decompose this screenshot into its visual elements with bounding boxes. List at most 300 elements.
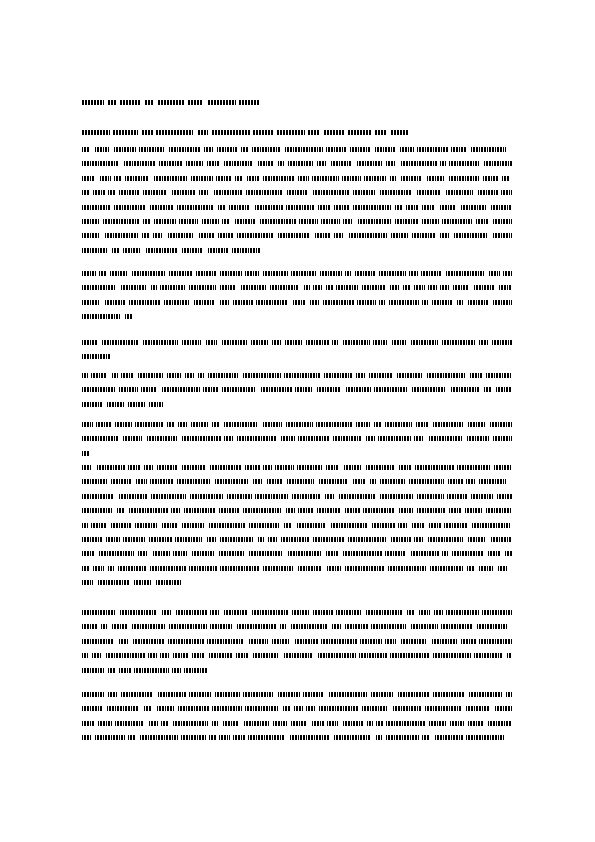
word <box>188 100 203 105</box>
text-line <box>82 267 512 281</box>
word <box>260 219 296 224</box>
word <box>212 706 242 711</box>
word <box>82 205 110 210</box>
word <box>457 465 491 470</box>
word <box>326 285 333 290</box>
text-line <box>82 533 512 547</box>
word <box>209 523 246 528</box>
word <box>398 692 430 697</box>
word <box>308 130 319 135</box>
word <box>366 610 402 615</box>
word <box>343 340 370 345</box>
word <box>263 566 293 571</box>
word <box>178 706 209 711</box>
word <box>169 147 200 152</box>
text-line <box>82 576 512 590</box>
word <box>479 340 489 345</box>
word <box>390 285 399 290</box>
word <box>467 436 489 441</box>
word <box>232 248 260 253</box>
word <box>507 653 512 658</box>
word <box>212 130 250 135</box>
word <box>325 494 334 499</box>
word <box>117 508 124 513</box>
word <box>82 130 110 135</box>
word <box>355 271 376 276</box>
word <box>411 340 438 345</box>
word <box>312 176 339 181</box>
word <box>503 271 512 276</box>
word <box>237 624 276 629</box>
word <box>267 479 282 484</box>
word <box>280 624 286 629</box>
word <box>476 219 489 224</box>
word <box>419 610 430 615</box>
word <box>345 508 360 513</box>
word <box>190 494 223 499</box>
word <box>327 566 341 571</box>
word <box>466 735 504 740</box>
word <box>101 624 107 629</box>
word <box>82 354 110 359</box>
word <box>369 373 392 378</box>
word <box>310 300 319 305</box>
word <box>82 508 112 513</box>
word <box>370 479 376 484</box>
word <box>182 340 201 345</box>
word <box>220 271 242 276</box>
word <box>175 537 202 542</box>
word <box>415 465 454 470</box>
word <box>82 219 99 224</box>
word <box>215 692 240 697</box>
word <box>414 285 425 290</box>
word <box>334 205 350 210</box>
word <box>412 233 436 238</box>
word <box>270 285 299 290</box>
word <box>417 190 441 195</box>
word <box>118 566 147 571</box>
paragraph <box>82 143 512 258</box>
word <box>287 190 308 195</box>
word <box>395 205 402 210</box>
word <box>236 653 248 658</box>
word <box>98 580 129 585</box>
word <box>141 387 157 392</box>
word <box>284 523 292 528</box>
word <box>395 219 419 224</box>
word <box>220 285 236 290</box>
word <box>256 300 288 305</box>
word <box>356 373 366 378</box>
word <box>82 639 114 644</box>
word <box>428 285 437 290</box>
word <box>252 147 281 152</box>
word <box>353 205 391 210</box>
text-line <box>82 432 512 446</box>
word <box>450 721 464 726</box>
word <box>317 387 341 392</box>
word <box>297 465 323 470</box>
word <box>112 248 120 253</box>
word <box>468 300 488 305</box>
text-line <box>82 172 512 186</box>
word <box>288 551 321 556</box>
word <box>272 340 281 345</box>
word <box>318 205 330 210</box>
word <box>367 721 373 726</box>
word <box>285 340 303 345</box>
word <box>343 219 353 224</box>
word <box>150 566 186 571</box>
word <box>298 176 309 181</box>
word <box>95 735 125 740</box>
word <box>241 147 248 152</box>
word <box>323 300 354 305</box>
word <box>412 387 446 392</box>
word <box>385 551 406 556</box>
word <box>148 653 157 658</box>
word <box>149 537 172 542</box>
word <box>235 176 243 181</box>
text-line <box>82 244 512 258</box>
word <box>119 387 138 392</box>
word <box>82 479 107 484</box>
word <box>461 639 476 644</box>
text-line <box>82 504 512 518</box>
word <box>169 624 207 629</box>
word <box>477 624 507 629</box>
word <box>495 706 512 711</box>
word <box>401 161 437 166</box>
word <box>474 653 503 658</box>
word <box>372 523 395 528</box>
word <box>429 721 447 726</box>
word <box>82 300 100 305</box>
word <box>164 300 190 305</box>
word <box>162 523 177 528</box>
word <box>326 551 339 556</box>
word <box>275 465 294 470</box>
word <box>440 233 450 238</box>
word <box>150 479 173 484</box>
word <box>243 373 281 378</box>
word <box>258 537 264 542</box>
word <box>82 285 116 290</box>
word <box>288 161 313 166</box>
word <box>209 735 216 740</box>
word <box>191 176 213 181</box>
word <box>233 735 245 740</box>
word <box>227 494 252 499</box>
word <box>331 161 352 166</box>
word <box>293 300 305 305</box>
word <box>291 624 327 629</box>
word <box>470 373 483 378</box>
word <box>207 537 216 542</box>
word <box>298 436 330 441</box>
word <box>432 639 458 644</box>
word <box>138 551 148 556</box>
word <box>482 610 512 615</box>
word <box>416 422 428 427</box>
word <box>199 190 209 195</box>
word <box>348 537 386 542</box>
word <box>451 147 466 152</box>
word <box>471 494 493 499</box>
word <box>252 610 288 615</box>
word <box>168 639 204 644</box>
word <box>290 735 329 740</box>
word <box>375 147 396 152</box>
text-line <box>82 649 512 663</box>
word <box>255 205 283 210</box>
word <box>207 161 220 166</box>
word <box>427 373 465 378</box>
word <box>299 219 318 224</box>
word <box>156 130 193 135</box>
word <box>158 100 184 105</box>
word <box>386 721 425 726</box>
word <box>134 580 151 585</box>
word <box>295 387 312 392</box>
word <box>82 147 90 152</box>
word <box>360 639 382 644</box>
word <box>442 551 448 556</box>
word <box>107 402 125 407</box>
word <box>179 219 198 224</box>
word <box>457 300 463 305</box>
word <box>333 436 361 441</box>
text-line <box>82 186 512 200</box>
word <box>110 271 127 276</box>
paragraph <box>82 418 512 461</box>
text-line <box>82 296 512 310</box>
word <box>120 100 141 105</box>
word <box>454 233 488 238</box>
word <box>210 610 220 615</box>
word <box>401 176 422 181</box>
word <box>345 271 351 276</box>
word <box>389 300 419 305</box>
word <box>364 176 386 181</box>
word <box>505 551 512 556</box>
word <box>278 233 310 238</box>
word <box>203 387 219 392</box>
word <box>177 479 210 484</box>
word <box>321 219 340 224</box>
word <box>159 161 183 166</box>
word <box>313 190 349 195</box>
word <box>434 610 443 615</box>
word <box>344 465 362 470</box>
word <box>273 721 287 726</box>
word <box>82 373 88 378</box>
word <box>440 161 446 166</box>
word <box>220 537 254 542</box>
word <box>353 190 375 195</box>
word <box>425 706 462 711</box>
word <box>223 721 239 726</box>
word <box>207 639 244 644</box>
word <box>173 653 189 658</box>
word <box>91 523 106 528</box>
word <box>313 610 333 615</box>
word <box>189 285 216 290</box>
word <box>497 494 512 499</box>
word <box>204 147 214 152</box>
word <box>278 692 300 697</box>
word <box>406 205 418 210</box>
word <box>291 721 307 726</box>
word <box>469 692 502 697</box>
word <box>442 340 476 345</box>
word <box>150 205 173 210</box>
word <box>441 624 473 629</box>
word <box>192 551 214 556</box>
word <box>379 300 385 305</box>
word <box>108 566 114 571</box>
text-line <box>82 606 512 620</box>
word <box>501 190 512 195</box>
word <box>390 176 396 181</box>
word <box>494 465 512 470</box>
word <box>99 271 106 276</box>
word <box>82 523 88 528</box>
word <box>492 340 512 345</box>
word <box>144 706 152 711</box>
word <box>119 668 131 673</box>
word <box>321 639 357 644</box>
word <box>466 479 476 484</box>
word <box>147 436 177 441</box>
word <box>446 271 484 276</box>
word <box>82 624 98 629</box>
word <box>331 523 368 528</box>
word <box>332 340 338 345</box>
word <box>219 735 230 740</box>
word <box>114 205 145 210</box>
word <box>380 479 405 484</box>
word <box>136 479 147 484</box>
word <box>493 233 512 238</box>
word <box>95 147 109 152</box>
text-line <box>82 96 512 110</box>
word <box>281 537 310 542</box>
word <box>128 402 146 407</box>
word <box>346 387 371 392</box>
word <box>142 130 153 135</box>
word <box>486 373 512 378</box>
word <box>198 130 208 135</box>
word <box>82 248 108 253</box>
word <box>422 219 439 224</box>
word <box>125 176 149 181</box>
word <box>474 285 495 290</box>
word <box>222 387 256 392</box>
word <box>357 161 382 166</box>
word <box>112 373 118 378</box>
word <box>435 735 463 740</box>
word <box>115 422 132 427</box>
word <box>448 479 463 484</box>
word <box>98 721 112 726</box>
word <box>133 639 165 644</box>
word <box>373 340 387 345</box>
word <box>287 479 314 484</box>
word <box>243 508 281 513</box>
word <box>286 205 315 210</box>
word <box>298 566 322 571</box>
word <box>151 285 157 290</box>
text-line <box>82 157 512 171</box>
word <box>212 721 218 726</box>
word <box>249 639 268 644</box>
word <box>263 422 282 427</box>
word <box>114 147 136 152</box>
word <box>345 624 368 629</box>
word <box>115 721 144 726</box>
text-line <box>82 461 512 475</box>
word <box>488 551 500 556</box>
word <box>143 219 151 224</box>
word <box>403 285 411 290</box>
word <box>400 147 414 152</box>
paragraph <box>82 126 512 140</box>
word <box>315 233 330 238</box>
word <box>82 100 104 105</box>
word <box>317 161 326 166</box>
word <box>121 692 153 697</box>
word <box>186 161 203 166</box>
word <box>202 219 219 224</box>
word <box>306 340 329 345</box>
word <box>132 271 165 276</box>
word <box>422 735 430 740</box>
word <box>366 465 394 470</box>
word <box>149 402 163 407</box>
word <box>278 161 284 166</box>
word <box>219 551 244 556</box>
word <box>119 494 148 499</box>
word <box>129 508 168 513</box>
word <box>82 387 115 392</box>
word <box>215 479 248 484</box>
word <box>222 340 247 345</box>
word <box>97 465 125 470</box>
word <box>385 422 412 427</box>
word <box>313 537 344 542</box>
word <box>121 373 134 378</box>
word <box>171 508 181 513</box>
word <box>154 176 188 181</box>
paragraph <box>82 369 512 412</box>
word <box>263 176 295 181</box>
word <box>123 537 145 542</box>
word <box>143 340 178 345</box>
word <box>153 551 170 556</box>
word <box>237 233 274 238</box>
word <box>285 147 323 152</box>
word <box>253 130 273 135</box>
word <box>324 130 345 135</box>
word <box>378 436 411 441</box>
word <box>224 436 233 441</box>
word <box>440 205 456 210</box>
word <box>468 721 484 726</box>
word <box>214 190 242 195</box>
word <box>277 130 305 135</box>
